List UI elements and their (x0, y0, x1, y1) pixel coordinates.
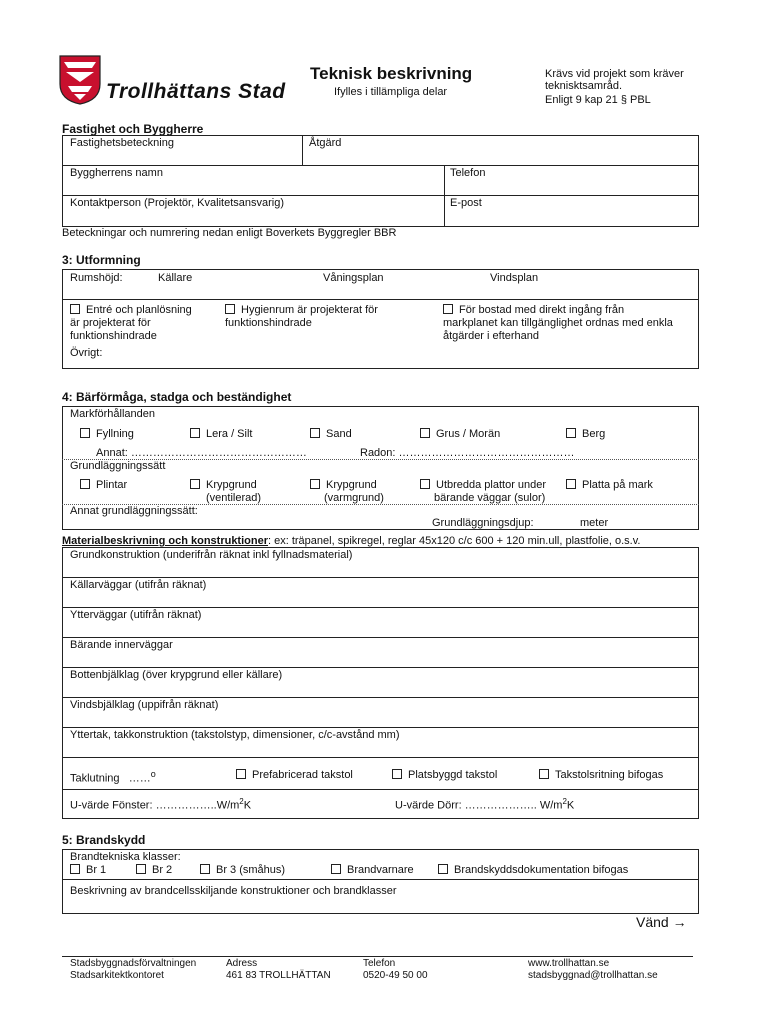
page-subtitle: Ifylles i tillämpliga delar (334, 86, 448, 98)
section-utformning-heading: 3: Utformning (62, 253, 141, 267)
checkbox[interactable] (136, 864, 146, 874)
check-br2[interactable]: Br 2 (136, 864, 172, 876)
grund-krypgrund-varm[interactable]: Krypgrund (310, 479, 377, 491)
header-note-2: teknisktsamråd. (545, 80, 623, 92)
ovrigt-field[interactable]: Övrigt: (70, 347, 103, 359)
checkbox[interactable] (566, 428, 576, 438)
byggherre-field[interactable]: Byggherrens namn (70, 167, 163, 179)
markforhallanden-label: Markförhållanden (70, 408, 155, 420)
material-heading: Materialbeskrivning och konstruktioner: ex: träpanel, spikregel, reglar 45x120 c/c 600 + 120 min.ull, plastfolie, o.s.v. (62, 535, 641, 547)
mark-sand[interactable]: Sand (310, 428, 352, 440)
checkbox[interactable] (70, 304, 80, 314)
grund-krypgrund-vent[interactable]: Krypgrund (190, 479, 257, 491)
vindsplan-field[interactable]: Vindsplan (490, 272, 539, 284)
mark-grus[interactable]: Grus / Morän (420, 428, 500, 440)
grund-utbredda-sub: bärande väggar (sulor) (434, 492, 546, 504)
vaningsplan-field[interactable]: Våningsplan (323, 272, 384, 284)
check-br3[interactable]: Br 3 (småhus) (200, 864, 285, 876)
material-row-kallarvaggar[interactable]: Källarväggar (utifrån räknat) (70, 579, 207, 591)
checkbox[interactable] (80, 479, 90, 489)
checkbox[interactable] (438, 864, 448, 874)
check-entre[interactable]: Entré och planlösning (70, 304, 192, 316)
checkbox[interactable] (225, 304, 235, 314)
checkbox[interactable] (331, 864, 341, 874)
check-hygienrum-line2: funktionshindrade (225, 317, 312, 329)
footer-phone: Telefon 0520-49 50 00 (363, 958, 428, 981)
brandtekniska-klasser-label: Brandtekniska klasser: (70, 851, 181, 863)
annat-field[interactable]: Annat: ………………………………………… (96, 447, 307, 459)
taklutning-field[interactable]: Taklutning ……$^o$ (70, 769, 156, 785)
grund-plintar[interactable]: Plintar (80, 479, 127, 491)
coat-of-arms-logo (58, 54, 102, 106)
section-fastighet-heading: Fastighet och Byggherre (62, 122, 204, 136)
check-br1[interactable]: Br 1 (70, 864, 106, 876)
fastighetsbeteckning-field[interactable]: Fastighetsbeteckning (70, 137, 174, 149)
check-bostad-line2: markplanet kan tillgänglighet ordnas med enkla (443, 317, 673, 329)
footer-rule (62, 956, 693, 957)
check-entre-line2: är projekterat för (70, 317, 151, 329)
checkbox[interactable] (236, 769, 246, 779)
checkbox[interactable] (539, 769, 549, 779)
meter-unit: meter (580, 517, 609, 529)
rumshojd-label: Rumshöjd: (70, 272, 123, 284)
radon-field[interactable]: Radon: ………………………………………… (360, 447, 575, 459)
checkbox[interactable] (566, 479, 576, 489)
checkbox[interactable] (190, 479, 200, 489)
checkbox[interactable] (443, 304, 453, 314)
kontaktperson-field[interactable]: Kontaktperson (Projektör, Kvalitetsansvarig) (70, 197, 284, 209)
check-takstolsritning[interactable]: Takstolsritning bifogas (539, 769, 663, 781)
material-row-innervaggar[interactable]: Bärande innerväggar (70, 639, 173, 651)
atgard-field[interactable]: Åtgärd (309, 137, 342, 149)
checkbox[interactable] (70, 864, 80, 874)
material-row-grund[interactable]: Grundkonstruktion (underifrån räknat inkl fyllnadsmaterial) (70, 549, 353, 561)
epost-field[interactable]: E-post (450, 197, 482, 209)
grunddjup-field[interactable]: Grundläggningsdjup: (432, 517, 534, 529)
mark-fyllning[interactable]: Fyllning (80, 428, 134, 440)
section-barformaga-heading: 4: Bärförmåga, stadga och beständighet (62, 390, 292, 404)
section-brandskydd-heading: 5: Brandskydd (62, 833, 146, 847)
grund-utbredda[interactable]: Utbredda plattor under (420, 479, 546, 491)
website-link[interactable]: www.trollhattan.se (528, 958, 610, 969)
annat-grund-field[interactable]: Annat grundläggningssätt: (70, 505, 198, 517)
checkbox[interactable] (200, 864, 210, 874)
grund-krypgrund-vent-sub: (ventilerad) (206, 492, 262, 504)
grund-krypgrund-varm-sub: (varmgrund) (324, 492, 384, 504)
bbr-note: Beteckningar och numrering nedan enligt Boverkets Byggregler BBR (62, 227, 397, 239)
check-prefab[interactable]: Prefabricerad takstol (236, 769, 353, 781)
check-platsbyggd[interactable]: Platsbyggd takstol (392, 769, 497, 781)
material-row-vindsbjalklag[interactable]: Vindsbjälklag (uppifrån räknat) (70, 699, 219, 711)
check-brandvarnare[interactable]: Brandvarnare (331, 864, 414, 876)
kallare-field[interactable]: Källare (158, 272, 193, 284)
checkbox[interactable] (420, 479, 430, 489)
footer-web (528, 958, 658, 982)
uvarde-fonster-field[interactable]: U-värde Fönster: $\dots\dots\dots\dots\dots..W/m^2K$ (70, 797, 252, 812)
material-row-yttervaggar[interactable]: Ytterväggar (utifrån räknat) (70, 609, 202, 621)
brandcell-beskrivning-field[interactable]: Beskrivning av brandcellsskiljande konstruktioner och brandklasser (70, 885, 397, 897)
footer-address: Adress 461 83 TROLLHÄTTAN (226, 958, 331, 981)
check-bostad[interactable]: För bostad med direkt ingång från (443, 304, 624, 316)
grund-platta[interactable]: Platta på mark (566, 479, 653, 491)
checkbox[interactable] (310, 428, 320, 438)
telefon-field[interactable]: Telefon (450, 167, 486, 179)
header-note-3: Enligt 9 kap 21 § PBL (545, 94, 651, 106)
check-entre-line3: funktionshindrade (70, 330, 157, 342)
material-row-bottenbjalklag[interactable]: Bottenbjälklag (över krypgrund eller källare) (70, 669, 283, 681)
checkbox[interactable] (80, 428, 90, 438)
check-hygienrum[interactable]: Hygienrum är projekterat för (225, 304, 378, 316)
check-bostad-line3: åtgärder i efterhand (443, 330, 540, 342)
email-link[interactable]: stadsbyggnad@trollhattan.se (528, 970, 658, 981)
checkbox[interactable] (392, 769, 402, 779)
grundlaggningssatt-label: Grundläggningssätt (70, 460, 166, 472)
mark-berg[interactable]: Berg (566, 428, 605, 440)
mark-lera[interactable]: Lera / Silt (190, 428, 252, 440)
uvarde-dorr-field[interactable]: U-värde Dörr: ……………….. $W/m^2K$ (395, 797, 575, 812)
checkbox[interactable] (190, 428, 200, 438)
page-title: Teknisk beskrivning (310, 64, 473, 83)
org-name: Trollhättans Stad (106, 80, 286, 103)
checkbox[interactable] (310, 479, 320, 489)
turn-page-text: Vänd → (636, 914, 687, 930)
header-note-1: Krävs vid projekt som kräver (545, 68, 684, 80)
check-brandskyddsdokumentation[interactable]: Brandskyddsdokumentation bifogas (438, 864, 628, 876)
checkbox[interactable] (420, 428, 430, 438)
footer-org: Stadsbyggnadsförvaltningen Stadsarkitektkontoret (70, 958, 197, 981)
material-row-yttertak[interactable]: Yttertak, takkonstruktion (takstolstyp, dimensioner, c/c-avstånd mm) (70, 729, 400, 741)
